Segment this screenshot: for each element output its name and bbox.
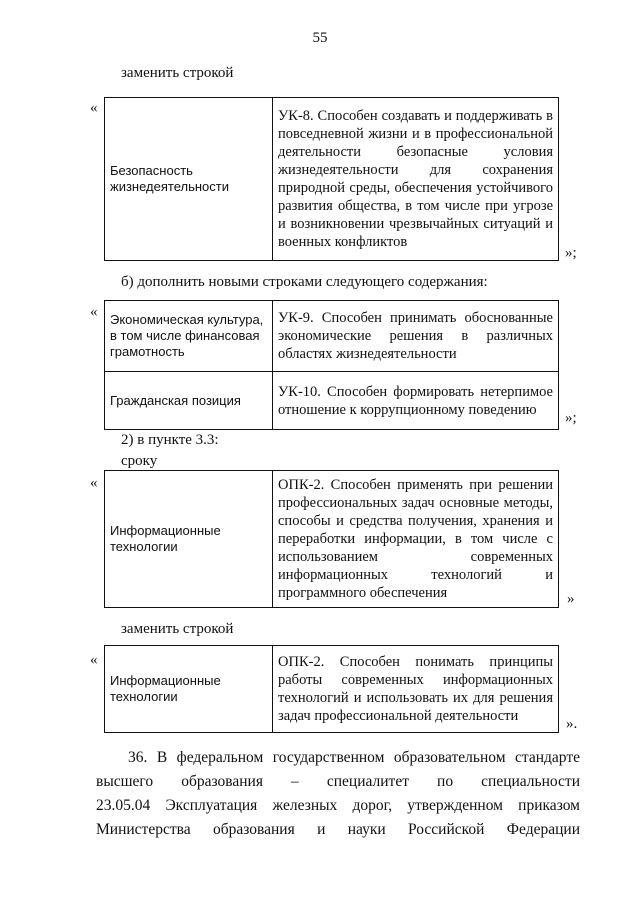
quote-open-1: « (90, 100, 98, 116)
quote-close-2: »; (565, 410, 577, 426)
table-row (105, 372, 559, 430)
table-row-left: Экономическая культура, в том числе финансовая грамотность (105, 301, 273, 372)
table-row-right: УК-9. Способен принимать обоснованные экономические решения в различных областях жизнедеятельности (273, 301, 559, 372)
instruction-line: сроку (121, 453, 158, 469)
table-uk9-uk10 (104, 300, 559, 430)
quote-close-3: » (567, 591, 575, 607)
quote-open-3: « (90, 475, 98, 491)
quote-close-1: »; (565, 245, 577, 261)
table-opk2-old (104, 470, 559, 608)
table-row-left: Гражданская позиция (105, 372, 273, 430)
table-uk8-right: УК-8. Способен создавать и поддерживать в повседневной жизни и в профессиональной деятельности безопасные условия жизнедеятельности для сохранения природной среды, обеспечения устойчивого развития общества, в том числе при угрозе и возникновении чрезвычайных ситуаций и военных конфликтов (273, 98, 559, 261)
paragraph-line: 36. В федеральном государственном образовательном стандарте (128, 749, 580, 766)
table-opk2-new (104, 645, 559, 733)
table-opk2-new-left: Информационные технологии (105, 646, 273, 733)
table-uk8-left: Безопасность жизнедеятельности (105, 98, 273, 261)
table-uk8 (104, 97, 559, 261)
quote-open-2: « (90, 304, 98, 320)
instruction-replace-1: заменить строкой (121, 65, 234, 81)
table-opk2-old-right: ОПК-2. Способен применять при решении профессиональных задач основные методы, способы и средства получения, хранения и переработки информации, в том числе с использованием современных информационных технологий и программного обеспечения (273, 471, 559, 608)
instruction-item-3-3: 2) в пункте 3.3: (121, 432, 219, 448)
paragraph-line: высшего образования – специалитет по специальности (96, 773, 580, 790)
paragraph-36 (96, 746, 580, 842)
table-opk2-old-left: Информационные технологии (105, 471, 273, 608)
table-row-right: УК-10. Способен формировать нетерпимое отношение к коррупционному поведению (273, 372, 559, 430)
quote-open-4: « (90, 652, 98, 668)
table-row (105, 301, 559, 372)
paragraph-line: 23.05.04 Эксплуатация железных дорог, утвержденном приказом (96, 797, 580, 814)
page-number: 55 (312, 30, 328, 46)
instruction-add-rows: б) дополнить новыми строками следующего содержания: (121, 274, 488, 290)
table-opk2-new-right: ОПК-2. Способен понимать принципы работы современных информационных технологий и использовать их для решения задач профессиональной деятельности (273, 646, 559, 733)
paragraph-line: Министерства образования и науки Российской Федерации (96, 821, 580, 838)
quote-close-4: ». (566, 716, 578, 732)
instruction-replace-2: заменить строкой (121, 621, 234, 637)
